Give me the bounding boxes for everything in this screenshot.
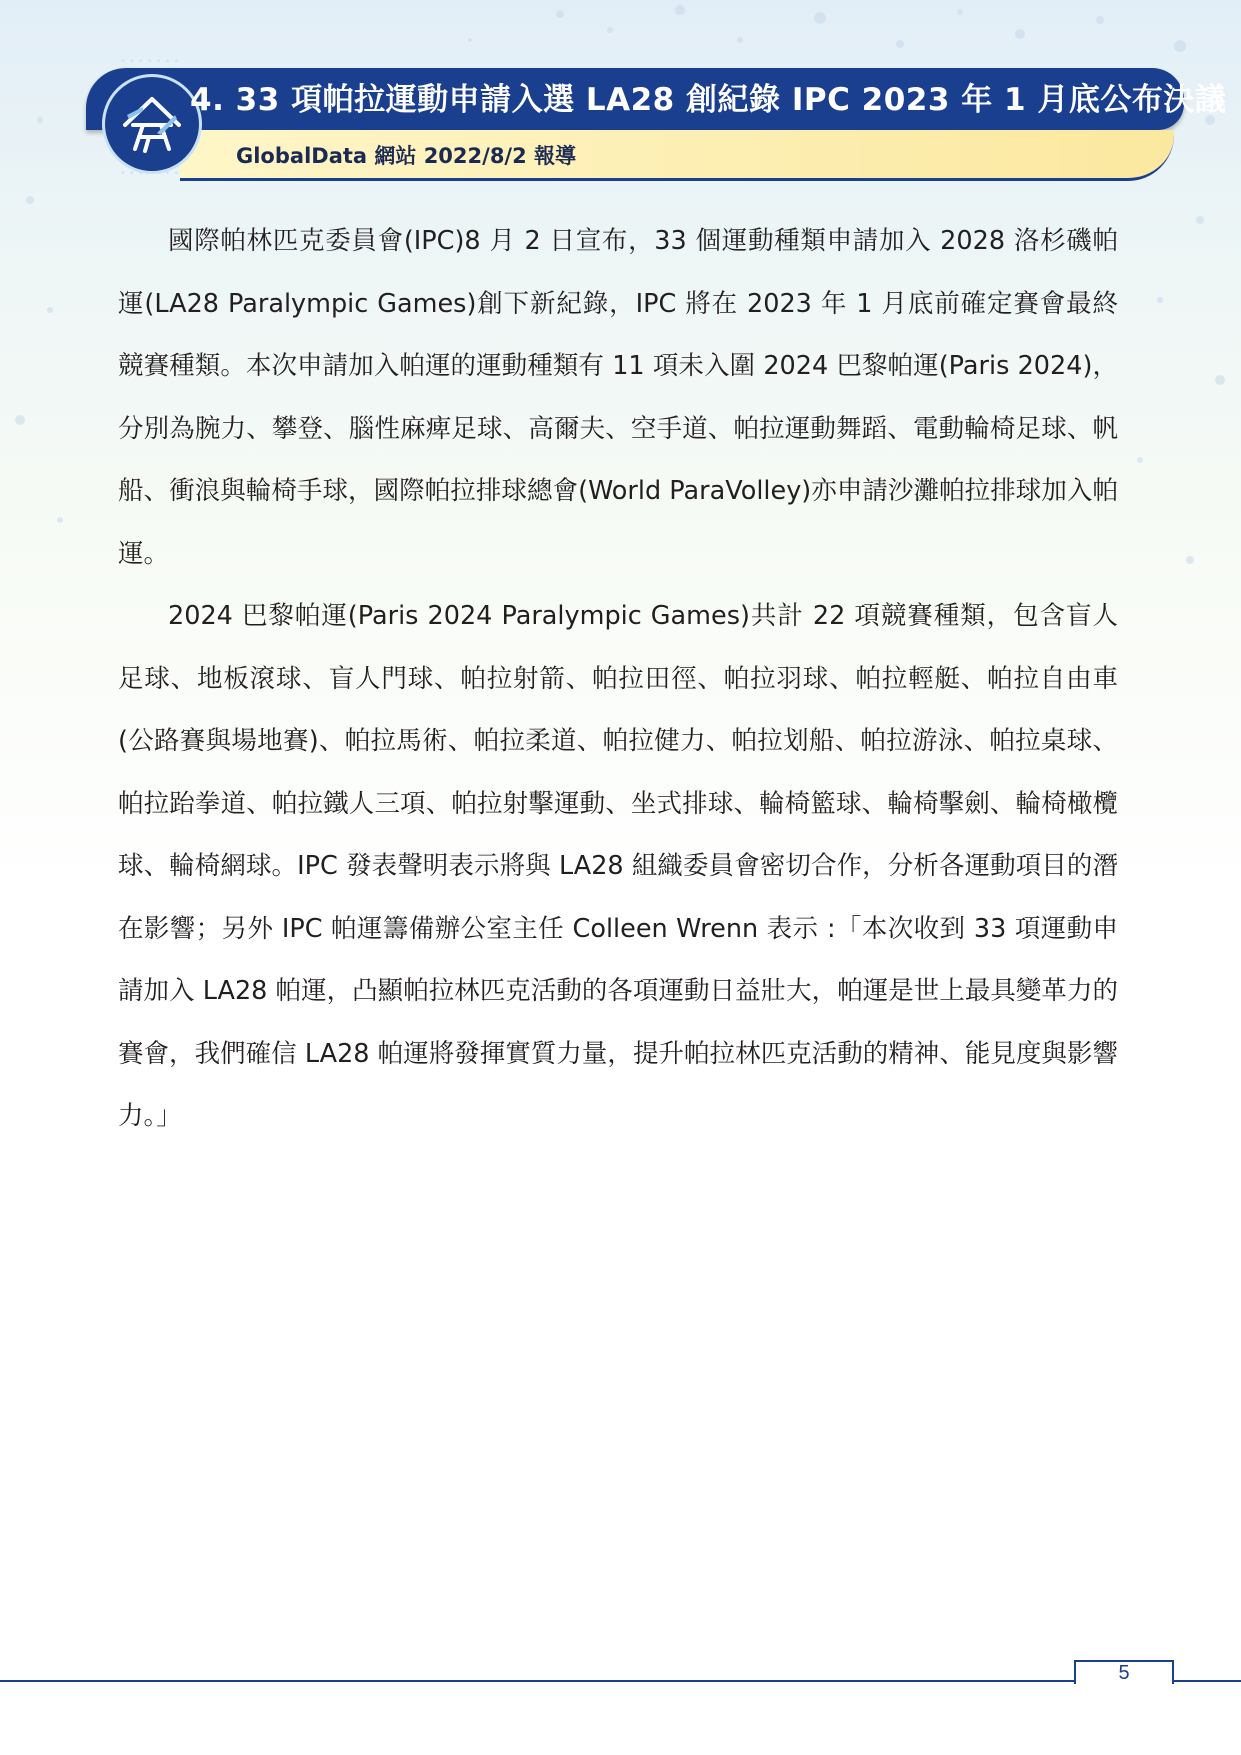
section-title: 4. 33 項帕拉運動申請入選 LA28 創紀錄 IPC 2023 年 1 月底公布決議 (190, 82, 1227, 118)
badge-dots-decoration: ••••••• (120, 168, 183, 179)
article-body (118, 210, 1118, 1148)
page-number: 5 (1118, 1662, 1130, 1684)
paralympic-emblem-icon (102, 74, 202, 174)
footer-divider (0, 1680, 1241, 1682)
paragraph: 2024 巴黎帕運(Paris 2024 Paralympic Games)共計 22 項競賽種類，包含盲人足球、地板滾球、盲人門球、帕拉射箭、帕拉田徑、帕拉羽球、帕拉輕艇、帕拉自由車(公路賽與場地賽)、帕拉馬術、帕拉柔道、帕拉健力、帕拉划船、帕拉游泳、帕拉桌球、帕拉跆拳道、帕拉鐵人三項、帕拉射擊運動、坐式排球、輪椅籃球、輪椅擊劍、輪椅橄欖球、輪椅網球。IPC 發表聲明表示將與 LA28 組織委員會密切合作，分析各運動項目的潛在影響；另外 IPC 帕運籌備辦公室主任 Colleen Wrenn 表示 :「本次收到 33 項運動申請加入 LA28 帕運，凸顯帕拉林匹克活動的各項運動日益壯大，帕運是世上最具變革力的賽會，我們確信 LA28 帕運將發揮實質力量，提升帕拉林匹克活動的精神、能見度與影響力。」 (118, 601, 1118, 1131)
section-header-banner (86, 56, 1227, 184)
badge-dots-decoration: ••••••• (120, 56, 183, 67)
section-subtitle: GlobalData 網站 2022/8/2 報導 (236, 144, 577, 168)
paragraph: 國際帕林匹克委員會(IPC)8 月 2 日宣布，33 個運動種類申請加入 2028 洛杉磯帕運(LA28 Paralympic Games)創下新紀錄，IPC 將在 2023 年 1 月底前確定賽會最終競賽種類。本次申請加入帕運的運動種類有 11 項未入圍 2024 巴黎帕運(Paris 2024)，分別為腕力、攀登、腦性麻痺足球、高爾夫、空手道、帕拉運動舞蹈、電動輪椅足球、帆船、衝浪與輪椅手球，國際帕拉排球總會(World ParaVolley)亦申請沙灘帕拉排球加入帕運。 (118, 226, 1118, 569)
page-number-box (1074, 1660, 1174, 1684)
